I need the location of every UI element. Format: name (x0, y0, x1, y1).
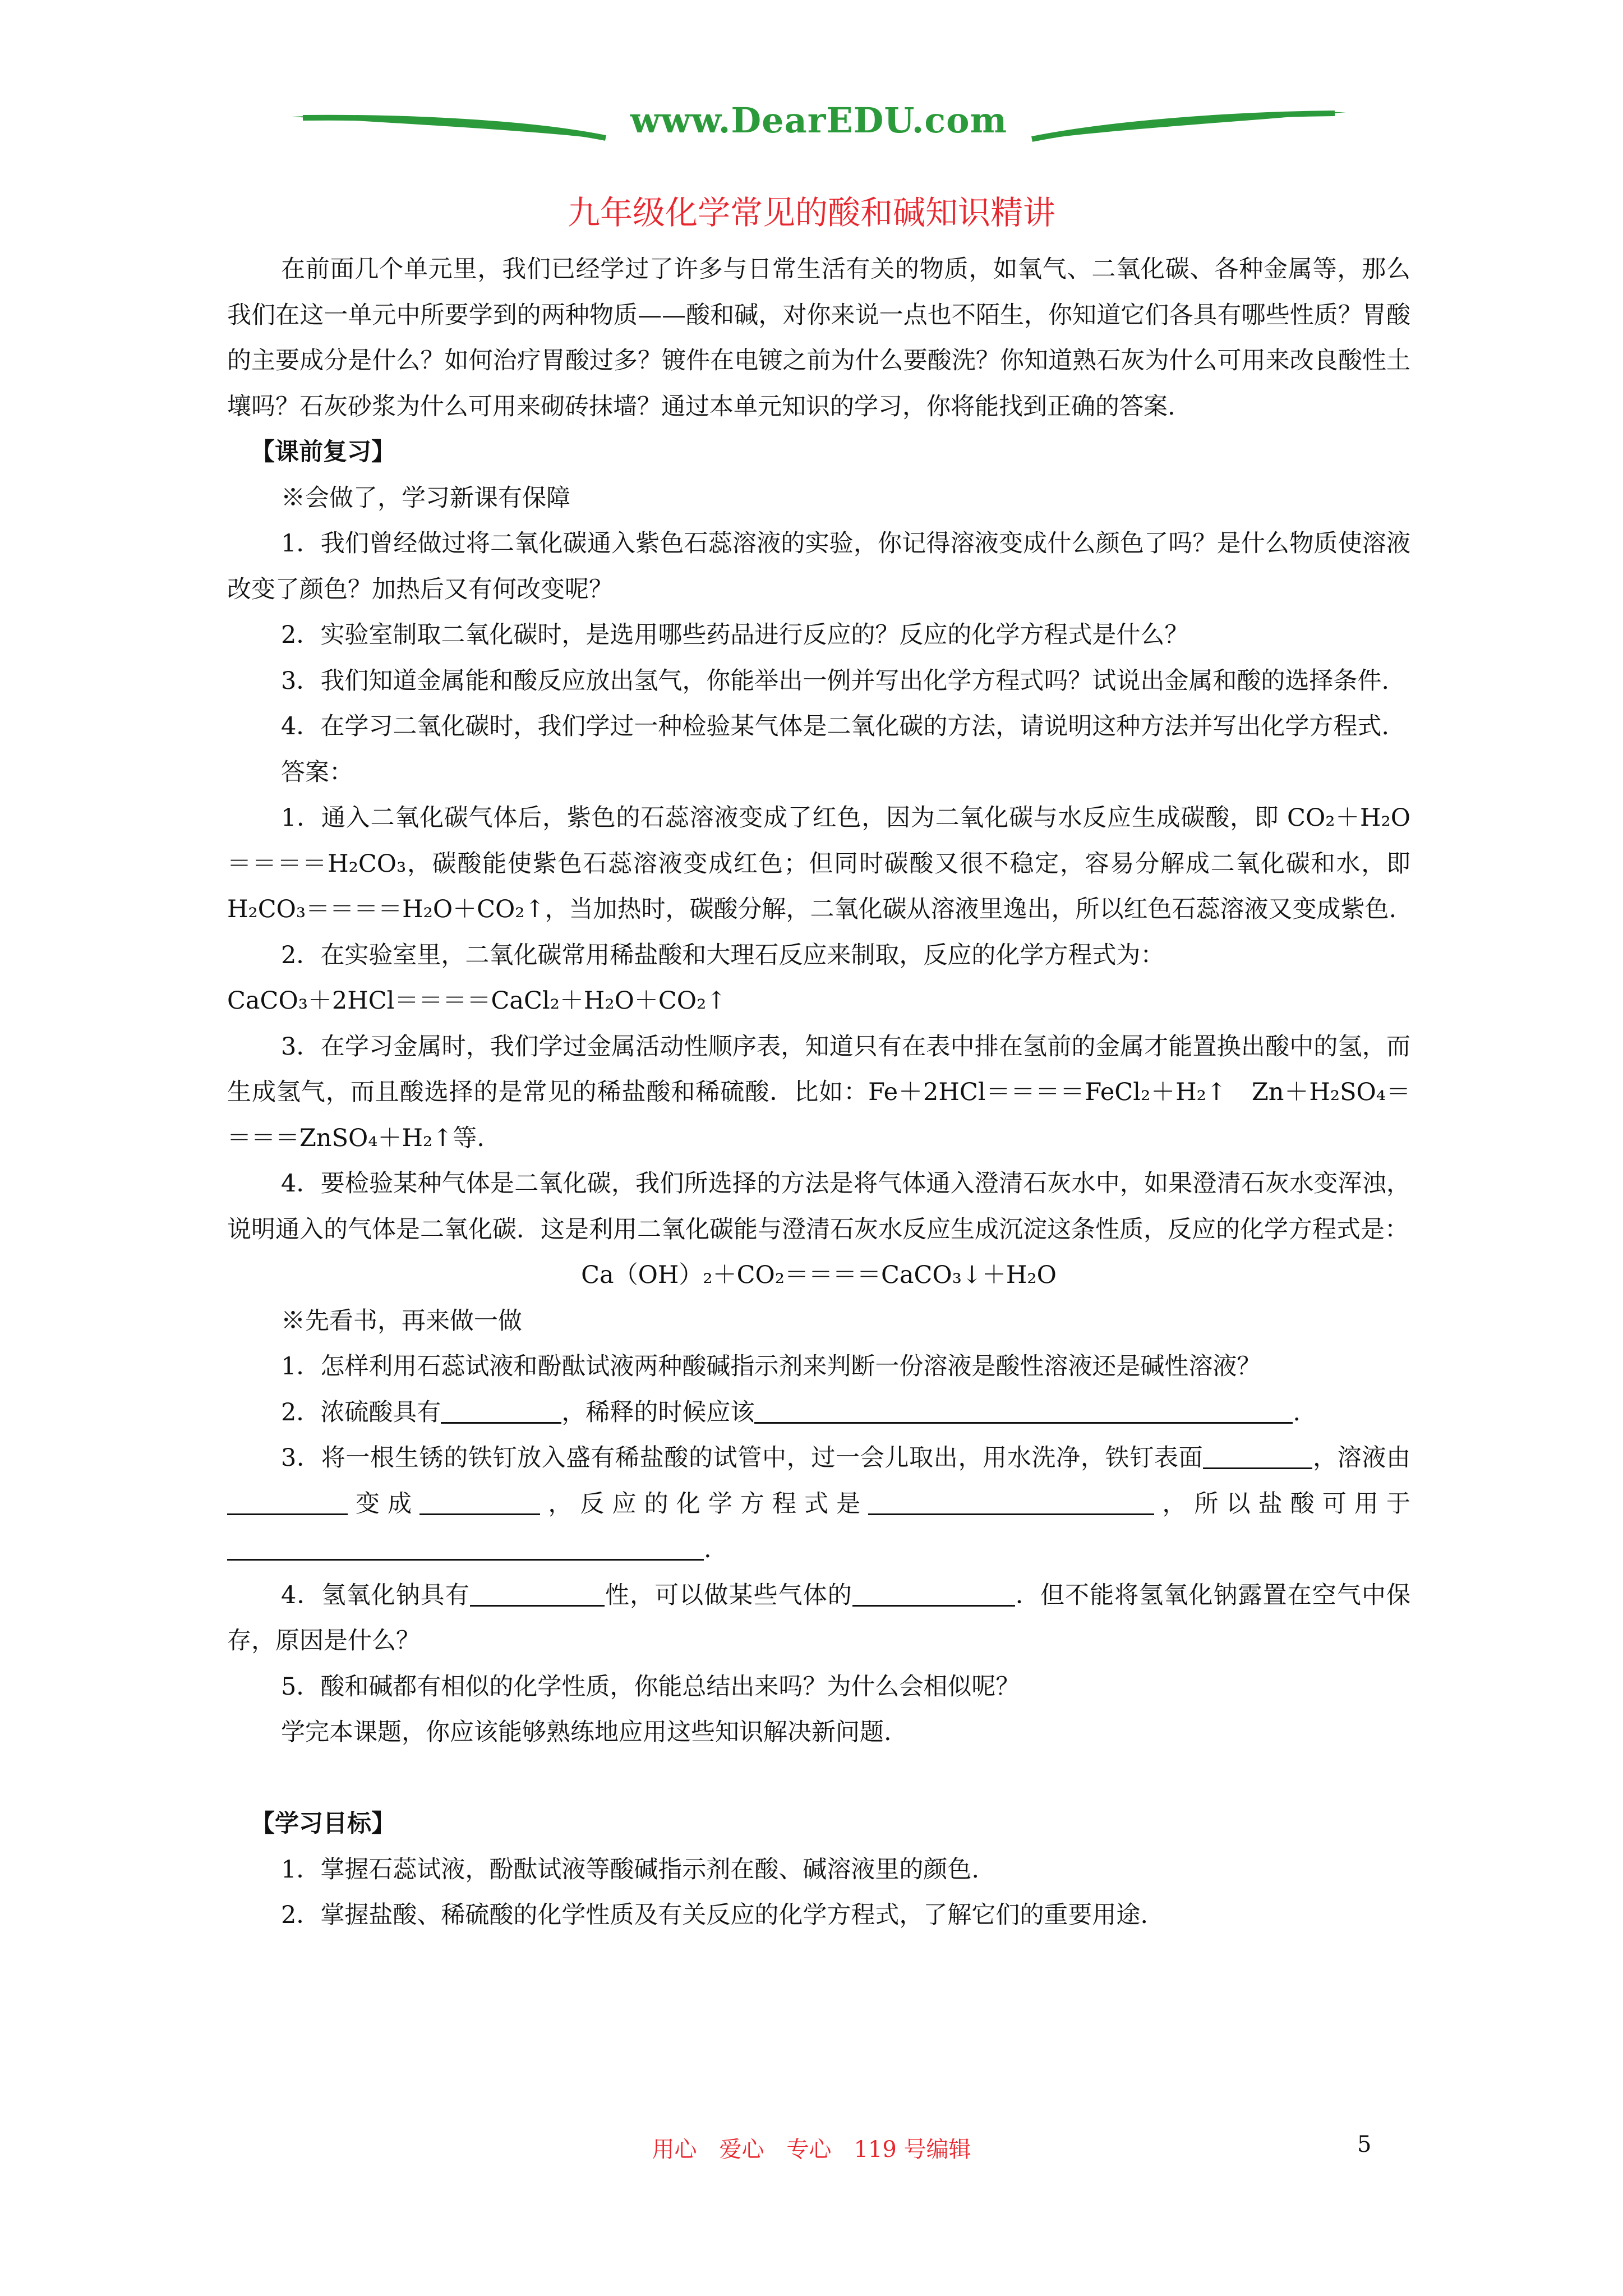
fill-blank-3d[interactable] (868, 1489, 1154, 1515)
review-question-2: 2．实验室制取二氧化碳时，是选用哪些药品进行反应的？反应的化学方程式是什么？ (281, 621, 1189, 649)
exercise-3-text-a: 3．将一根生锈的铁钉放入盛有稀盐酸的试管中，过一会儿取出，用水洗净，铁钉表面 (281, 1444, 1204, 1472)
exercise-4-text-b: 性，可以做某些气体的 (604, 1581, 852, 1609)
intro-paragraph: 在前面几个单元里，我们已经学过了许多与日常生活有关的物质，如氧气、二氧化碳、各种金属等，那么我们在这一单元中所要学到的两种物质——酸和碱，对你来说一点也不陌生，你知道它们各具有哪些性质？胃酸的主要成分是什么？如何治疗胃酸过多？镀件在电镀之前为什么要酸洗？你知道熟石灰为什么可用来改良酸性土壤吗？石灰砂浆为什么可用来砌砖抹墙？通过本单元知识的学习，你将能找到正确的答案. (227, 255, 1410, 421)
fill-blank-3b[interactable] (227, 1489, 348, 1515)
site-header-banner (292, 95, 1346, 163)
answer-2-equation: CaCO₃＋2HCl＝＝＝＝CaCl₂＋H₂O＋CO₂↑ (227, 987, 727, 1015)
exercise-3-text-e: ，所以盐酸可用于 (1154, 1489, 1411, 1518)
exercise-1: 1．怎样利用石蕊试液和酚酞试液两种酸碱指示剂来判断一份溶液是酸性溶液还是碱性溶液？ (281, 1352, 1261, 1381)
fill-blank-2b[interactable] (754, 1397, 1293, 1424)
exercise-2 (227, 1390, 1410, 1436)
fill-blank-3a[interactable] (1203, 1443, 1312, 1469)
review-closing: 学完本课题，你应该能够熟练地应用这些知识解决新问题. (281, 1718, 892, 1746)
answer-4-equation: Ca（OH）₂＋CO₂＝＝＝＝CaCO₃↓＋H₂O (581, 1261, 1057, 1289)
exercise-3 (227, 1435, 1410, 1573)
goals-heading: 【学习目标】 (251, 1810, 395, 1838)
answer-label: 答案： (281, 758, 353, 786)
main-content (227, 247, 1410, 1939)
exercise-3-text-f: . (704, 1535, 712, 1563)
page-footer: 用心 爱心 专心 119 号编辑 (652, 2137, 971, 2162)
exercise-4 (227, 1573, 1410, 1664)
review-heading: 【课前复习】 (251, 438, 395, 466)
review-note-2: ※先看书，再来做一做 (281, 1306, 522, 1335)
exercise-3-text-c: 变成 (348, 1489, 420, 1518)
fill-blank-3e[interactable] (227, 1534, 704, 1561)
exercise-2-text-b: ，稀释的时候应该 (561, 1398, 755, 1427)
fill-blank-2a[interactable] (441, 1397, 561, 1424)
goal-1: 1．掌握石蕊试液，酚酞试液等酸碱指示剂在酸、碱溶液里的颜色. (281, 1855, 980, 1884)
fill-blank-4b[interactable] (852, 1580, 1015, 1607)
spacer (227, 1756, 1410, 1802)
exercise-2-text-a: 2．浓硫酸具有 (281, 1398, 441, 1427)
goal-2: 2．掌握盐酸、稀硫酸的化学性质及有关反应的化学方程式，了解它们的重要用途. (281, 1901, 1149, 1929)
exercise-2-text-c: . (1293, 1398, 1301, 1427)
exercise-3-text-b: ，溶液由 (1312, 1444, 1411, 1472)
exercise-4-text-a: 4．氢氧化钠具有 (281, 1581, 470, 1609)
exercise-5: 5．酸和碱都有相似的化学性质，你能总结出来吗？为什么会相似呢？ (281, 1672, 1020, 1701)
answer-2: 2．在实验室里，二氧化碳常用稀盐酸和大理石反应来制取，反应的化学方程式为： (281, 941, 1165, 969)
review-question-1: 1．我们曾经做过将二氧化碳通入紫色石蕊溶液的实验，你记得溶液变成什么颜色了吗？是什么物质使溶液改变了颜色？加热后又有何改变呢？ (227, 530, 1410, 604)
fill-blank-4a[interactable] (470, 1580, 605, 1607)
site-logo-text: www.DearEDU.com (630, 100, 1008, 141)
answer-4: 4．要检验某种气体是二氧化碳，我们所选择的方法是将气体通入澄清石灰水中，如果澄清石灰水变浑浊，说明通入的气体是二氧化碳．这是利用二氧化碳能与澄清石灰水反应生成沉淀这条性质，反应的化学方程式是： (227, 1170, 1410, 1244)
answer-3: 3．在学习金属时，我们学过金属活动性顺序表，知道只有在表中排在氢前的金属才能置换出酸中的氢，而生成氢气，而且酸选择的是常见的稀盐酸和稀硫酸．比如：Fe＋2HCl＝＝＝＝FeCl₂＋H₂↑ Zn＋H₂SO₄＝＝＝＝ZnSO₄＋H₂↑等. (227, 1032, 1410, 1152)
review-question-3: 3．我们知道金属能和酸反应放出氢气，你能举出一例并写出化学方程式吗？试说出金属和酸的选择条件. (281, 666, 1390, 695)
exercise-3-text-d: ，反应的化学方程式是 (540, 1489, 869, 1518)
exercise-4-text-c: ．但不能将氢氧化钠露置在空气中保存，原因是什么？ (227, 1581, 1411, 1655)
review-question-4: 4．在学习二氧化碳时，我们学过一种检验某气体是二氧化碳的方法，请说明这种方法并写出化学方程式. (281, 712, 1390, 740)
answer-1: 1．通入二氧化碳气体后，紫色的石蕊溶液变成了红色，因为二氧化碳与水反应生成碳酸，即 CO₂＋H₂O＝＝＝＝H₂CO₃，碳酸能使紫色石蕊溶液变成红色；但同时碳酸又很不稳定，容易分解成二氧化碳和水，即 H₂CO₃＝＝＝＝H₂O＋CO₂↑，当加热时，碳酸分解，二氧化碳从溶液里逸出，所以红色石蕊溶液又变成紫色. (227, 804, 1410, 923)
page-title: 九年级化学常见的酸和碱知识精讲 (567, 194, 1055, 232)
page-number: 5 (1357, 2132, 1372, 2157)
fill-blank-3c[interactable] (419, 1489, 540, 1515)
review-note-1: ※会做了，学习新课有保障 (281, 484, 570, 512)
